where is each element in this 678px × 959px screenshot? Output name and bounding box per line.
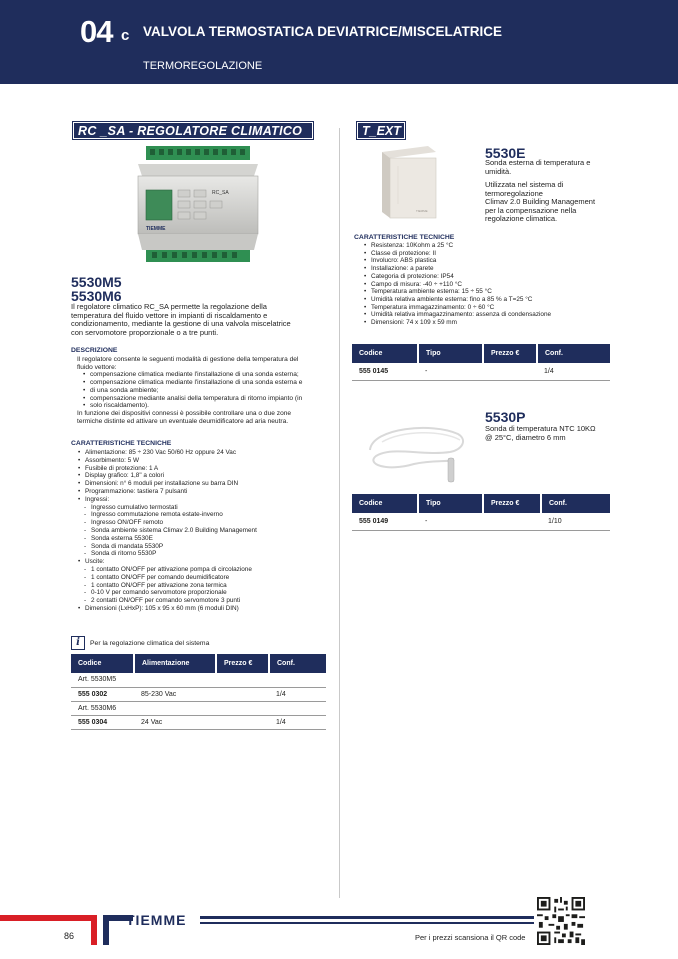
descr-extra-line: termiche distinte ed attivare un eventuale deumidificatore ad aria neutra. [77,417,289,425]
cell-code: 555 0145 [352,363,418,380]
column-divider [339,128,340,898]
col-prezzo: Prezzo € [216,654,269,673]
desc-line: Sonda di temperatura NTC 10KΩ [485,424,596,433]
tech-sub-item: - Sonda di ritorno 5530P [78,550,336,558]
tech-item: • Uscite: [78,558,336,566]
tech-sub-item: - 1 contatto ON/OFF per attivazione zona termica [78,582,336,590]
article-label: Art. 5530M6 [71,701,326,715]
col-conf: Conf. [269,654,326,673]
rc-sa-controller-image [132,142,264,267]
table-row [352,363,610,380]
5530e-desc-1 [485,159,615,176]
cell-alim: 85-230 Vac [134,687,216,701]
tech-item: • Temperatura immagazzinamento: 0 ÷ 60 °C [364,304,614,312]
col-alimentazione: Alimentazione [134,654,216,673]
footer-red-bar-vertical [91,915,97,945]
footer-line-thin [200,922,534,924]
tech-item: • Umidità relativa ambiente esterna: fino a 85 % a T=25 °C [364,296,614,304]
product-tag-t-ext: T_EXT [358,123,404,138]
chapter-number: 04 [80,14,113,49]
tech-item: • Temperatura ambiente esterna: 15 ÷ 55 °C [364,288,614,296]
tech-item: • Categoria di protezione: IP54 [364,273,614,281]
desc-line: Utilizzata nel sistema di [485,180,564,189]
chapter-subtitle: TERMOREGOLAZIONE [143,60,263,72]
product-code-5530m6: 5530M6 [71,288,122,304]
descr-bullet-cont [83,402,335,410]
intro-line: Il regolatore climatico RC_SA permette la regolazione della [71,302,267,311]
tech-sub-item: - 1 contatto ON/OFF per comando deumidificatore [78,574,336,582]
tech-sub-item: - Ingresso commutazione remota estate-inverno [78,511,336,519]
cell-tipo: - [418,363,483,380]
tech-sub-item: - 2 contatti ON/OFF per comando servomotore 3 punti [78,597,336,605]
cell-conf: 1/10 [541,513,610,530]
desc-line: regolazione climatica. [485,214,558,224]
descr-bullet-text: di una sonda ambiente; [90,386,159,394]
footer-blue-bar-vertical [103,915,109,945]
tech-item: • Classe di protezione: II [364,250,614,258]
tech-item: • Installazione: a parete [364,265,614,273]
page-header [0,0,678,84]
tech-sub-item: - Sonda esterna 5530E [78,535,336,543]
page-number: 86 [64,931,75,941]
brand-logo: TIEMME [126,912,187,928]
cell-conf: 1/4 [537,363,610,380]
cell-tipo: - [418,513,483,530]
col-tipo: Tipo [418,344,483,363]
col-codice: Codice [71,654,134,673]
tech-item: • Dimensioni (LxHxP): 105 x 95 x 60 mm (6 moduli DIN) [78,605,336,613]
5530p-desc [485,425,615,442]
cell-alim: 24 Vac [134,715,216,729]
col-codice: Codice [352,494,418,513]
tech-item: • Alimentazione: 85 ÷ 230 Vac 50/60 Hz oppure 24 Vac [78,449,336,457]
tech-item: • Programmazione: tastiera 7 pulsanti [78,488,336,496]
descr-bullets [77,371,335,410]
tech-item: • Campo di misura: -40 ÷ +110 °C [364,281,614,289]
tech-sub-item: - Ingresso cumulativo termostati [78,504,336,512]
tech-sub-item: - 1 contatto ON/OFF per attivazione pompa di circolazione [78,566,336,574]
cell-code: 555 0304 [71,715,134,729]
info-note: Per la regolazione climatica del sistema [90,640,210,647]
descr-bullet: • compensazione climatica mediante l'installazione di una sonda esterna; [83,371,335,379]
col-prezzo: Prezzo € [483,494,541,513]
col-conf: Conf. [541,494,610,513]
table-row [71,701,326,715]
intro-line: con servomotore proporzionale o a tre punti. [71,327,219,337]
desc-line: Sonda esterna di temperatura e [485,158,591,167]
descr-line: fluido vettore: [77,363,117,371]
5530e-tech-list [364,242,614,327]
descr-bullet: • compensazione climatica mediante l'installazione di una sonda esterna e [83,379,335,387]
col-prezzo: Prezzo € [483,344,537,363]
descrizione-text [77,356,335,425]
tech-sub-item: - Sonda ambiente sistema Climav 2.0 Building Management [78,527,336,535]
product-tag-rc-sa: RC _SA - REGOLATORE CLIMATICO [74,123,312,138]
descr-extra-line: In funzione dei dispositivi connessi è possibile controllare una o due zone [77,409,292,417]
cell-price [483,513,541,530]
5530p-probe-image [362,420,474,485]
rc-sa-tech-heading: CARATTERISTICHE TECNICHE [71,440,172,447]
info-icon: i [71,636,85,650]
desc-line: termoregolazione [485,188,543,198]
descrizione-heading: DESCRIZIONE [71,347,118,354]
table-row [71,673,326,687]
svg-text:TIEMME: TIEMME [146,226,166,232]
tech-item: • Resistenza: 10Kohm a 25 °C [364,242,614,250]
article-label: Art. 5530M5 [71,673,326,687]
cell-conf: 1/4 [269,715,326,729]
svg-text:TIEMME: TIEMME [416,209,428,213]
desc-line: @ 25°C, diametro 6 mm [485,432,566,442]
footer-line [200,916,534,919]
cell-price [216,687,269,701]
rc-sa-price-table [71,654,326,730]
col-tipo: Tipo [418,494,483,513]
tech-item: • Ingressi: [78,496,336,504]
chapter-suffix: c [121,27,130,44]
tech-item: • Display grafico: 1,8" a colori [78,472,336,480]
5530e-price-table [352,344,610,381]
table-row [352,513,610,530]
desc-line: umidità. [485,166,512,176]
intro-line: temperatura del fluido vettore in impianti di riscaldamento e [71,310,268,320]
5530p-price-table [352,494,610,531]
tech-item: • Dimensioni: n° 6 moduli per installazione su barra DIN [78,480,336,488]
descr-bullet-text: solo riscaldamento). [90,402,150,410]
descr-line: Il regolatore consente le seguenti modalità di gestione della temperatura del [77,356,299,363]
tech-sub-item: - Ingresso ON/OFF remoto [78,519,336,527]
5530e-sensor-image [378,144,440,220]
tech-item: • Fusibile di protezione: 1 A [78,465,336,473]
rc-sa-tech-list [78,449,336,613]
svg-text:RC_SA: RC_SA [212,190,229,196]
chapter-title: VALVOLA TERMOSTATICA DEVIATRICE/MISCELATRICE [143,24,502,39]
product-code-5530m5: 5530M5 [71,274,122,290]
product-code-5530p: 5530P [485,409,526,425]
cell-price [483,363,537,380]
tech-sub-item: - 0-10 V per comando servomotore proporzionale [78,589,336,597]
table-row [71,687,326,701]
rc-sa-intro [71,303,333,337]
cell-code: 555 0149 [352,513,418,530]
tech-item: • Umidità relativa immagazzinamento: assenza di condensazione [364,311,614,319]
tech-sub-item: - Sonda di mandata 5530P [78,543,336,551]
descr-bullet: • compensazione mediante analisi della temperatura di ritorno impianto (in [83,395,335,403]
cell-code: 555 0302 [71,687,134,701]
cell-price [216,715,269,729]
qr-code-icon[interactable] [537,897,585,945]
table-row [71,715,326,729]
tech-item: • Dimensioni: 74 x 109 x 59 mm [364,319,614,327]
product-code-5530e: 5530E [485,145,526,161]
tech-item: • Assorbimento: 5 W [78,457,336,465]
cell-conf: 1/4 [269,687,326,701]
tech-item: • Involucro: ABS plastica [364,257,614,265]
footer-red-bar [0,915,97,921]
qr-caption: Per i prezzi scansiona il QR code [415,933,526,942]
col-conf: Conf. [537,344,610,363]
5530e-desc-2 [485,181,615,224]
5530e-tech-heading: CARATTERISTICHE TECNICHE [354,234,455,241]
desc-line: per la compensazione nella [485,205,577,215]
descr-bullet-cont [83,387,335,395]
col-codice: Codice [352,344,418,363]
intro-line: condizionamento, mediante la gestione di una valvola miscelatrice [71,319,291,329]
desc-line: Climav 2.0 Building Management [485,197,596,207]
